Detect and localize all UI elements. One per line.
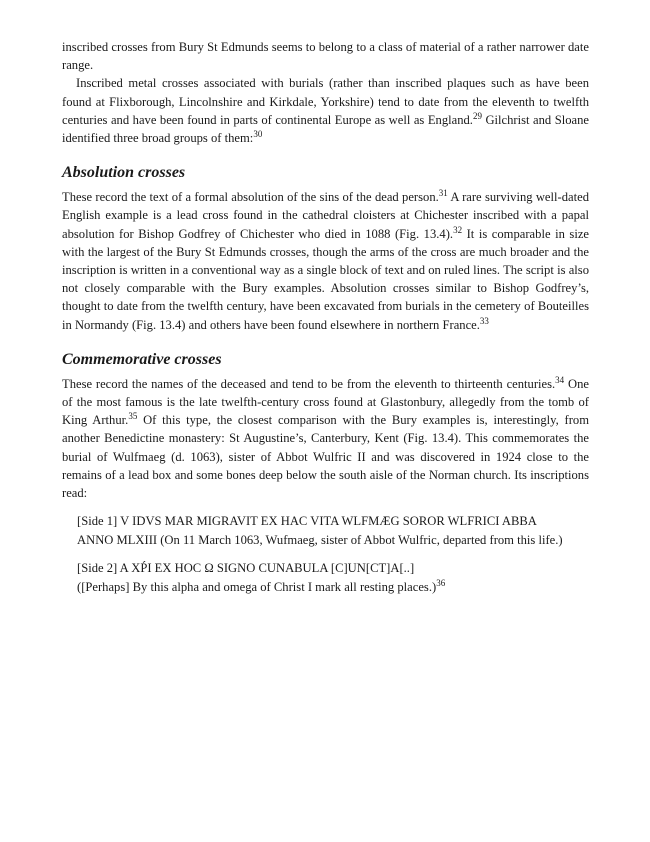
inscription-side-1: [Side 1] V IDVS MAR MIGRAVIT EX HAC VITA WLFMÆG SOROR WLFRICI ABBA ANNO MLXIII (On 11 March 1063, Wufmaeg, sister of Abbot Wulfric, departed from this life.) <box>77 514 563 547</box>
heading-commemorative-crosses: Commemorative crosses <box>62 350 222 368</box>
heading-absolution-crosses: Absolution crosses <box>62 164 186 182</box>
footnote-ref-35[interactable]: 35 <box>128 411 138 422</box>
commemorative-text-1: These record the names of the deceased and tend to be from the eleventh to thirteenth centuries. <box>62 376 556 391</box>
absolution-paragraph <box>62 188 589 334</box>
page-body <box>62 38 589 597</box>
inscription-side-2-translation: ([Perhaps] By this alpha and omega of Christ I mark all resting places.) <box>77 580 437 595</box>
intro-paragraph-1: inscribed crosses from Bury St Edmunds seems to belong to a class of material of a rather narrower date range. <box>62 40 589 73</box>
intro-paragraph-2 <box>62 74 589 147</box>
footnote-ref-30[interactable]: 30 <box>253 129 263 140</box>
footnote-ref-29[interactable]: 29 <box>472 110 482 121</box>
intro-p2-text-2: Gilchrist and Sloane identified three broad groups of them: <box>62 112 589 146</box>
footnote-ref-31[interactable]: 31 <box>438 188 448 199</box>
absolution-text-3: It is comparable in size with the largest of the Bury St Edmunds crosses, though the arms of the cross are much broader and the inscription is written in a conventional way as a single block of text and on ruled lines. The script is also not closely comparable with the Bury examples. Absolution crosses similar to Bishop Godfrey’s, thought to date from the twelfth century, have been excavated from burials in the cemetery of Bouteilles in Normandy (Fig. 13.4) and others have been found elsewhere in northern France. <box>62 226 590 332</box>
footnote-ref-32[interactable]: 32 <box>453 224 463 235</box>
inscription-side-2-latin: [Side 2] A XṔI EX HOC Ω SIGNO CUNABULA [C]UN[CT]A[..] <box>77 561 415 576</box>
commemorative-paragraph <box>62 375 589 502</box>
absolution-text-2: A rare surviving well-dated English example is a lead cross found in the cathedral cloisters at Chichester inscribed with a papal absolution for Bishop Godfrey of Chichester who died in 1088 (Fig. 13.4). <box>62 190 589 241</box>
commemorative-text-3: Of this type, the closest comparison with the Bury examples is, interestingly, from another Benedictine monastery: St Augustine’s, Canterbury, Kent (Fig. 13.4). This commemorates the burial of Wulfmaeg (d. 1063), sister of Abbot Wulfric II and was discovered in 1924 close to the remains of a lead box and some bones deep below the south aisle of the Norman church. Its inscriptions read: <box>62 413 590 501</box>
intro-p2-text: Inscribed metal crosses associated with burials (rather than inscribed plaques such as have been found at Flixborough, Lincolnshire and Kirkdale, Yorkshire) tend to date from the eleventh to twelfth centuries and have been found in parts of continental Europe as well as England. <box>62 76 589 127</box>
commemorative-text-2: One of the most famous is the late twelfth-century cross found at Glastonbury, allegedly from the tomb of King Arthur. <box>62 376 589 428</box>
absolution-text-1: These record the text of a formal absolution of the sins of the dead person. <box>62 190 439 205</box>
footnote-ref-34[interactable]: 34 <box>555 374 565 385</box>
footnote-ref-33[interactable]: 33 <box>479 315 489 326</box>
inscription-quotes <box>77 512 575 596</box>
inscription-side-2 <box>77 559 575 596</box>
footnote-ref-36[interactable]: 36 <box>436 578 446 589</box>
